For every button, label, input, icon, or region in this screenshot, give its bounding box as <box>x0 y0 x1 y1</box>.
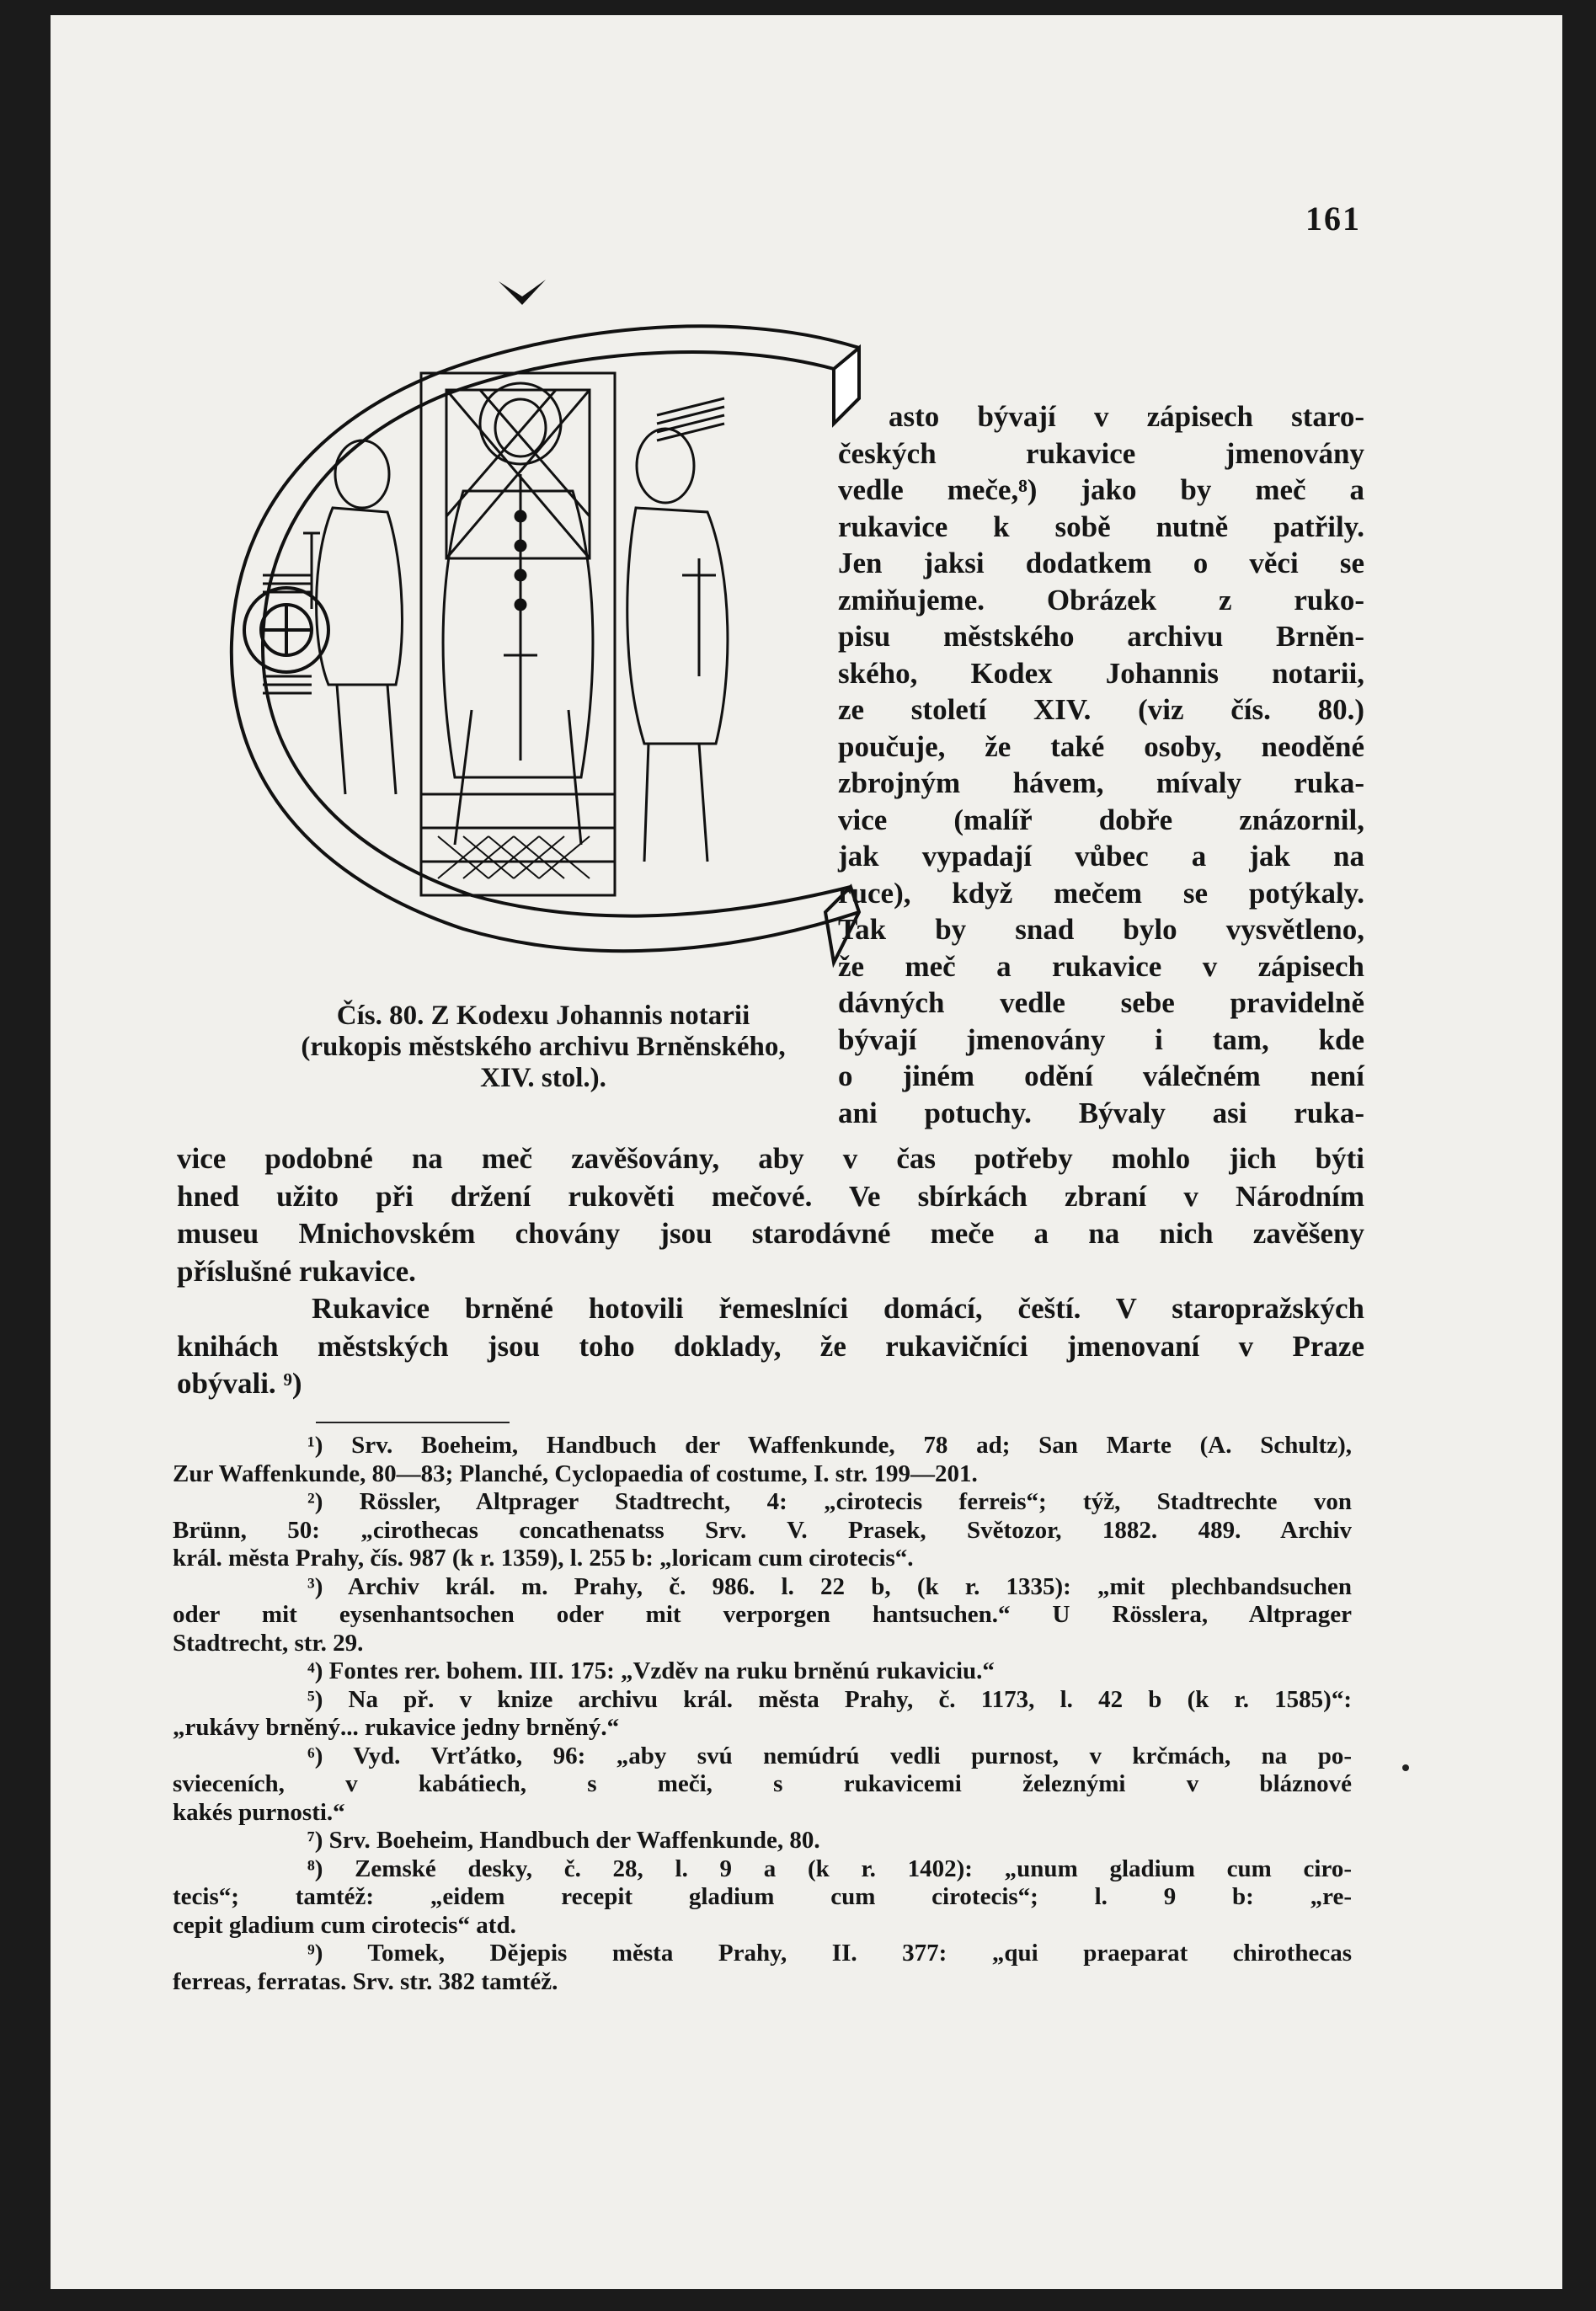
text-line: ského, Kodex Johannis notarii, <box>838 656 1364 690</box>
footnote-line: ⁸) Zemské desky, č. 28, l. 9 a (k r. 1402): „unum gladium cum ciro- <box>307 1855 1352 1882</box>
body-text-column <box>838 398 1364 1131</box>
footnote-line: Stadtrecht, str. 29. <box>173 1629 364 1657</box>
caption-line: XIV. stol.). <box>480 1063 606 1093</box>
footnote-line: „rukávy brněný... rukavice jedny brněný.“ <box>173 1714 620 1741</box>
footnote-line: ⁹) Tomek, Dějepis města Prahy, II. 377: „qui praeparat chirothecas <box>307 1940 1352 1967</box>
text-line: knihách městských jsou toho doklady, že rukavičníci jmenovaní v Praze <box>177 1329 1364 1363</box>
text-line: dávných vedle sebe pravidelně <box>838 986 1364 1019</box>
text-line: ruce), když mečem se potýkaly. <box>838 876 1364 910</box>
footnote-line: ⁶) Vyd. Vrťátko, 96: „aby svú nemúdrú vedli purnost, v krčmách, na po- <box>307 1742 1352 1769</box>
footnote-line: svieceních, v kabátiech, s meči, s rukavicemi železnými v bláznové <box>173 1770 1352 1797</box>
text-line: o jiném odění válečném není <box>838 1059 1364 1092</box>
text-line: českých rukavice jmenovány <box>838 436 1364 470</box>
footnote-line: ¹) Srv. Boeheim, Handbuch der Waffenkunde, 78 ad; San Marte (A. Schultz), <box>307 1432 1352 1459</box>
footnote-line: ²) Rössler, Altprager Stadtrecht, 4: „cirotecis ferreis“; týž, Stadtrechte von <box>307 1488 1352 1515</box>
text-line: ani potuchy. Bývaly asi ruka- <box>838 1096 1364 1129</box>
text-line: museu Mnichovském chovány jsou starodávné meče a na nich zavěšeny <box>177 1217 1364 1250</box>
footnote-line: tecis“; tamtéž: „eidem recepit gladium cum cirotecis“; l. 9 b: „re- <box>173 1883 1352 1910</box>
footnote-line: kakés purnosti.“ <box>173 1798 345 1826</box>
text-line: bývají jmenovány i tam, kde <box>838 1022 1364 1056</box>
text-line: rukavice k sobě nutně patřily. <box>838 510 1364 543</box>
footnote-divider <box>316 1422 510 1423</box>
text-line: jak vypadají vůbec a jak na <box>838 840 1364 873</box>
footnote-line: ⁷) Srv. Boeheim, Handbuch der Waffenkunde, 80. <box>307 1827 820 1854</box>
page-number: 161 <box>1305 200 1361 238</box>
figure-caption <box>211 1001 876 1094</box>
text-line: Jen jaksi dodatkem o věci se <box>838 547 1364 579</box>
text-line: asto bývají v zápisech staro- <box>889 400 1364 433</box>
margin-dot <box>1402 1764 1409 1771</box>
footnote-line: cepit gladium cum cirotecis“ atd. <box>173 1911 516 1939</box>
text-line: zmiňujeme. Obrázek z ruko- <box>838 583 1364 616</box>
footnote-line: ferreas, ferratas. Srv. str. 382 tamtéž. <box>173 1967 558 1995</box>
footnotes <box>173 1432 1352 1996</box>
caption-line: (rukopis městského archivu Brněnského, <box>301 1032 786 1062</box>
text-line: pisu městského archivu Brněn- <box>838 620 1364 653</box>
text-line: vice (malíř dobře znázornil, <box>838 803 1364 836</box>
text-line: hned užito při držení rukověti mečové. Ve sbírkách zbraní v Národním <box>177 1179 1364 1213</box>
caption-line: Čís. 80. Z Kodexu Johannis notarii <box>336 1001 750 1031</box>
text-line: obývali. ⁹) <box>177 1367 302 1400</box>
book-page <box>51 15 1562 2289</box>
footnote-line: ⁴) Fontes rer. bohem. III. 175: „Vzděv na ruku brněnú rukaviciu.“ <box>307 1657 995 1684</box>
text-line: zbrojným hávem, mívaly ruka- <box>838 766 1364 799</box>
text-line: poučuje, že také osoby, neoděné <box>838 729 1364 763</box>
text-line: vedle meče,⁸) jako by meč a <box>838 473 1364 506</box>
footnote-line: ³) Archiv král. m. Prahy, č. 986. l. 22 b, (k r. 1335): „mit plechbandsuchen <box>307 1572 1352 1600</box>
text-line: Rukavice brněné hotovili řemeslníci domácí, čeští. V staropražských <box>312 1292 1364 1325</box>
text-line: příslušné rukavice. <box>177 1254 416 1288</box>
body-text-full <box>177 1140 1364 1403</box>
text-line: ze století XIV. (viz čís. 80.) <box>838 693 1364 726</box>
text-line: vice podobné na meč zavěšovány, aby v čas potřeby mohlo jich býti <box>177 1142 1364 1175</box>
text-line: že meč a rukavice v zápisech <box>838 949 1364 983</box>
footnote-line: oder mit eysenhantsochen oder mit verporgen hantsuchen.“ U Rösslera, Altprager <box>173 1601 1352 1628</box>
footnote-line: ⁵) Na př. v knize archivu král. města Prahy, č. 1173, l. 42 b (k r. 1585)“: <box>307 1685 1352 1713</box>
checkmark-icon <box>497 276 547 310</box>
footnote-line: Brünn, 50: „cirothecas concathenatss Srv. V. Prasek, Světozor, 1882. 489. Archiv <box>173 1516 1352 1544</box>
footnote-line: Zur Waffenkunde, 80—83; Planché, Cyclopaedia of costume, I. str. 199—201. <box>173 1460 978 1487</box>
footnote-line: král. města Prahy, čís. 987 (k r. 1359), l. 255 b: „loricam cum cirotecis“. <box>173 1545 914 1572</box>
text-line: Tak by snad bylo vysvětleno, <box>838 913 1364 946</box>
initial-letter-illustration <box>185 323 893 1022</box>
